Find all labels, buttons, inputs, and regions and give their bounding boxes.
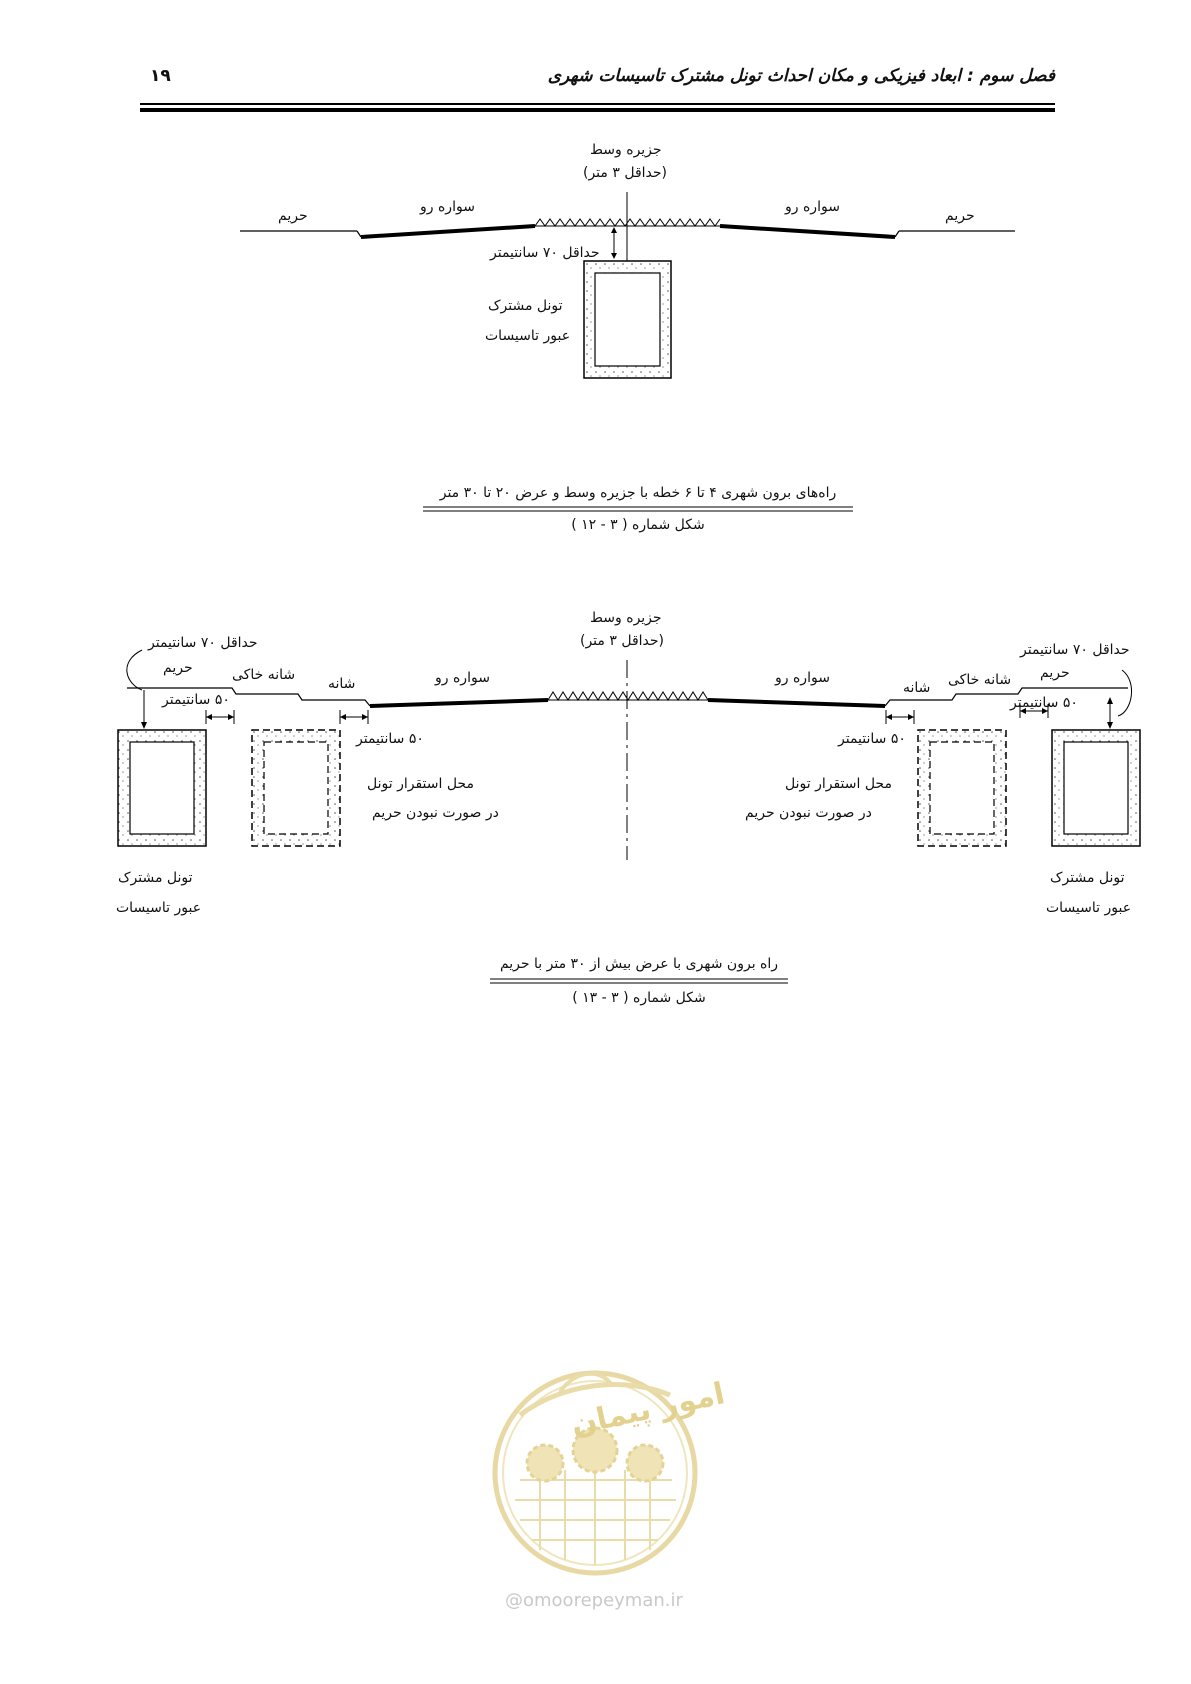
fig13-right-min-depth: حداقل ۷۰ سانتیمتر bbox=[1020, 642, 1130, 658]
fig13-left-depth-arc bbox=[127, 650, 142, 690]
fig13-left-alt-label-2: در صورت نبودن حریم bbox=[372, 805, 499, 821]
fig13-right-alt-label-2: در صورت نبودن حریم bbox=[745, 805, 872, 821]
fig13-left-tunnel-label-2: عبور تاسیسات bbox=[116, 900, 202, 916]
fig12-carriageway-right-label: سواره رو bbox=[785, 199, 840, 215]
fig13-median-label: جزیره وسط bbox=[590, 610, 662, 626]
fig13-right-tunnel-label-2: عبور تاسیسات bbox=[1046, 900, 1132, 916]
fig13-right-offset-mid: ۵۰ سانتیمتر bbox=[838, 731, 906, 747]
fig12-median-label: جزیره وسط bbox=[590, 142, 662, 158]
fig12-median-note: (حداقل ۳ متر) bbox=[583, 165, 668, 181]
fig12-right-of-way-left: حریم bbox=[278, 208, 308, 224]
fig12-carriageway-right bbox=[720, 226, 895, 237]
figure12-drawing bbox=[240, 192, 1015, 378]
fig13-right-tunnel-label-1: تونل مشترک bbox=[1050, 870, 1125, 886]
fig13-carriageway-left bbox=[370, 700, 548, 706]
fig13-left-earth-shoulder: شانه خاکی bbox=[232, 667, 296, 683]
fig12-right-of-way-right: حریم bbox=[945, 208, 975, 224]
fig12-caption-number: شکل شماره ( ۳ - ۱۲ ) bbox=[571, 517, 705, 533]
header-title: فصل سوم : ابعاد فیزیکی و مکان احداث تونل مشترک تاسیسات شهری bbox=[547, 66, 1055, 86]
fig13-left-shoulder: شانه bbox=[328, 676, 356, 692]
fig13-carriageway-right bbox=[708, 700, 885, 706]
watermark-logo-text: امور پیمان bbox=[568, 1376, 728, 1443]
fig13-left-tunnel-label-1: تونل مشترک bbox=[118, 870, 193, 886]
fig13-median-zigzag bbox=[548, 692, 708, 700]
fig13-right-carriageway: سواره رو bbox=[775, 670, 830, 686]
fig13-median-note: (حداقل ۳ متر) bbox=[580, 633, 665, 649]
fig12-caption-title: راه‌های برون شهری ۴ تا ۶ خطه با جزیره وسط و عرض ۲۰ تا ۳۰ متر bbox=[439, 485, 837, 501]
fig13-left-right-of-way: حریم bbox=[163, 660, 193, 676]
fig13-caption-title: راه برون شهری با عرض بیش از ۳۰ متر با حریم bbox=[499, 956, 779, 972]
fig12-tunnel-label-1: تونل مشترک bbox=[488, 298, 563, 314]
fig12-carriageway-left-label: سواره رو bbox=[420, 199, 475, 215]
fig13-caption-number: شکل شماره ( ۳ - ۱۳ ) bbox=[572, 990, 706, 1006]
fig12-tunnel-label-2: عبور تاسیسات bbox=[485, 328, 571, 344]
fig12-carriageway-left bbox=[361, 226, 535, 237]
fig13-right-alt-label-1: محل استقرار تونل bbox=[785, 776, 892, 792]
fig13-right-depth-arc bbox=[1118, 670, 1132, 716]
fig13-right-right-of-way: حریم bbox=[1040, 665, 1070, 681]
fig12-depth-note: حداقل ۷۰ سانتیمتر bbox=[490, 245, 600, 261]
fig13-left-alt-label-1: محل استقرار تونل bbox=[367, 776, 474, 792]
fig13-left-offset-top: ۵۰ سانتیمتر bbox=[162, 692, 230, 708]
fig13-right-offset-top: ۵۰ سانتیمتر bbox=[1010, 695, 1078, 711]
fig13-left-carriageway: سواره رو bbox=[435, 670, 490, 686]
fig13-left-offset-mid: ۵۰ سانتیمتر bbox=[356, 731, 424, 747]
watermark-url: @omoorepeyman.ir bbox=[505, 1590, 683, 1611]
fig13-left-min-depth: حداقل ۷۰ سانتیمتر bbox=[148, 635, 258, 651]
fig13-right-shoulder: شانه bbox=[903, 680, 931, 696]
page-number: ۱۹ bbox=[150, 66, 171, 86]
fig13-right-earth-shoulder: شانه خاکی bbox=[948, 672, 1012, 688]
